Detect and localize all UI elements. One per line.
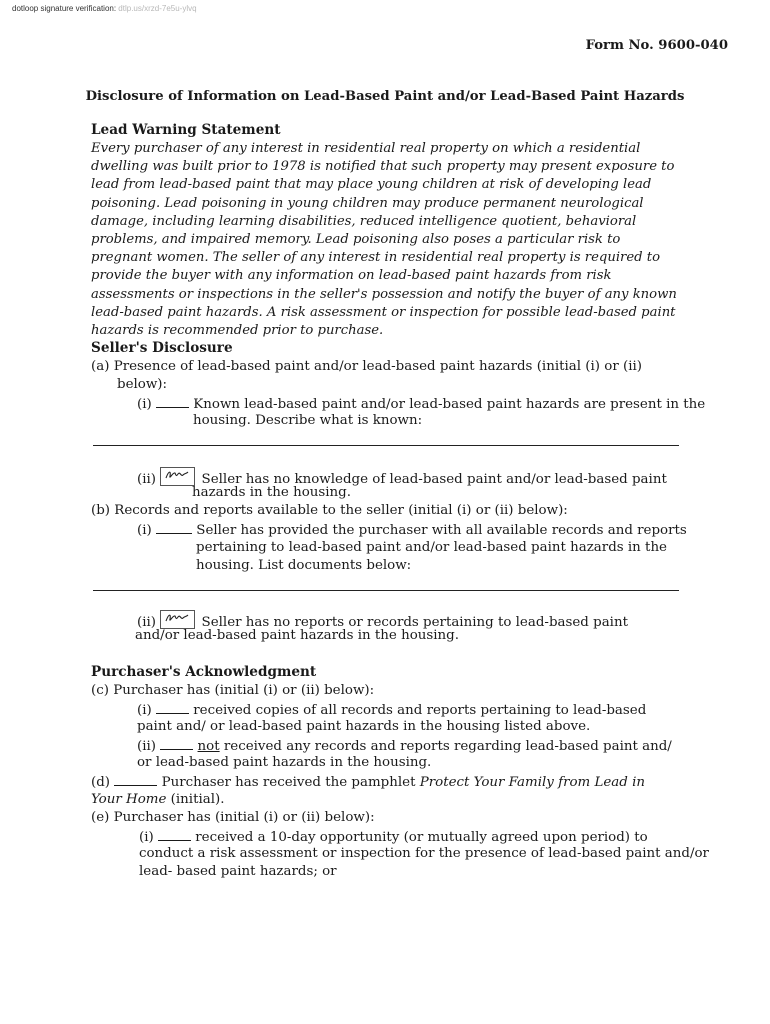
purchaser-e-i-line2: conduct a risk assessment or inspection for the presence of lead-based paint and/or (139, 846, 709, 861)
purchaser-c-ii-initial-blank[interactable] (160, 737, 193, 750)
seller-b-ii (137, 610, 628, 630)
purchaser-c-ii-num: (ii) (137, 739, 157, 754)
verification-label: dotloop signature verification: (12, 4, 117, 13)
purchaser-d-line2 (91, 792, 224, 807)
seller-b-i-initial-blank[interactable] (156, 521, 192, 534)
initials-signature-box (160, 467, 195, 486)
purchaser-d-suffix: (initial). (170, 792, 225, 807)
purchaser-c-i-num: (i) (137, 703, 152, 718)
purchaser-e-i-line1: received a 10-day opportunity (or mutually agreed upon period) to (195, 830, 648, 845)
purchaser-c-ii-line2: or lead-based paint hazards in the housing. (137, 755, 432, 770)
initials-signature-icon (164, 469, 190, 481)
seller-a-i-line1: Known lead-based paint and/or lead-based paint hazards are present in the (193, 397, 706, 412)
purchaser-acknowledgment-heading: Purchaser's Acknowledgment (91, 664, 317, 680)
seller-b-i-num: (i) (137, 523, 152, 538)
seller-b-i (137, 521, 687, 538)
purchaser-c-i (137, 701, 646, 718)
seller-a-i-initial-blank[interactable] (156, 395, 189, 408)
pamphlet-title-part2: Your Home (91, 792, 167, 807)
purchaser-c-ii-not: not (197, 739, 220, 754)
seller-a-ii (137, 467, 667, 487)
seller-a-i (137, 395, 705, 412)
form-number: Form No. 9600-040 (585, 38, 728, 53)
purchaser-c-i-initial-blank[interactable] (156, 701, 189, 714)
purchaser-d (91, 773, 645, 790)
seller-a-i-line2: housing. Describe what is known: (193, 413, 423, 428)
document-title: Disclosure of Information on Lead-Based Paint and/or Lead-Based Paint Hazards (85, 89, 685, 104)
seller-a-i-num: (i) (137, 397, 152, 412)
seller-disclosure-heading: Seller's Disclosure (91, 340, 233, 356)
purchaser-e-i-line3: lead- based paint hazards; or (139, 864, 337, 879)
pamphlet-title-part1: Protect Your Family from Lead in (419, 775, 646, 790)
signature-verification (12, 4, 197, 13)
lead-warning-heading: Lead Warning Statement (91, 122, 281, 138)
seller-a-ii-num: (ii) (137, 472, 157, 487)
purchaser-d-text: Purchaser has received the pamphlet (161, 775, 416, 790)
purchaser-c-line1: (c) Purchaser has (initial (i) or (ii) below): (91, 683, 375, 698)
seller-b-documents-line[interactable] (93, 590, 679, 591)
verification-link[interactable]: dtlp.us/xrzd-7e5u-ylvq (118, 4, 197, 13)
seller-b-i-line3: housing. List documents below: (196, 558, 412, 573)
purchaser-c-ii-line1: received any records and reports regarding lead-based paint and/ (223, 739, 672, 754)
purchaser-e-i (139, 828, 648, 845)
seller-a-describe-line[interactable] (93, 445, 679, 446)
seller-b-ii-line2: and/or lead-based paint hazards in the housing. (135, 628, 459, 643)
seller-a-ii-line2: hazards in the housing. (192, 485, 352, 500)
initials-signature-box (160, 610, 195, 629)
purchaser-c-i-line2: paint and/ or lead-based paint hazards in the housing listed above. (137, 719, 591, 734)
purchaser-c-i-line1: received copies of all records and reports pertaining to lead-based (193, 703, 647, 718)
seller-b-i-line2: pertaining to lead-based paint and/or lead-based paint hazards in the (196, 540, 667, 555)
seller-a-line1: (a) Presence of lead-based paint and/or lead-based paint hazards (initial (i) or (ii) (91, 359, 643, 374)
purchaser-d-initial-blank[interactable] (114, 773, 157, 786)
purchaser-e-i-num: (i) (139, 830, 154, 845)
initials-signature-icon (164, 612, 190, 624)
seller-b-ii-num: (ii) (137, 615, 157, 630)
purchaser-c-ii (137, 737, 672, 754)
seller-a-ii-line1: Seller has no knowledge of lead-based paint and/or lead-based paint (201, 472, 667, 487)
purchaser-e-i-initial-blank[interactable] (158, 828, 191, 841)
seller-b-ii-line1: Seller has no reports or records pertaining to lead-based paint (201, 615, 628, 630)
purchaser-e-line1: (e) Purchaser has (initial (i) or (ii) below): (91, 810, 375, 825)
purchaser-d-num: (d) (91, 775, 111, 790)
seller-a-line2: below): (117, 377, 168, 392)
seller-b-line1: (b) Records and reports available to the seller (initial (i) or (ii) below): (91, 503, 568, 518)
lead-warning-body: Every purchaser of any interest in residential real property on which a residential dwelling was built prior to 1978 is notified that such property may present exposure to lead from lead-based paint that may place young children at risk of developing lead poisoning. Lead poisoning in young children may produce permanent neurological damage, including learning disabilities, reduced intelligence quotient, behavioral problems, and impaired memory. Lead poisoning also poses a particular risk to pregnant women. The seller of any interest in residential real property is required to provide the buyer with any information on lead-based paint hazards from risk assessments or inspections in the seller's possession and notify the buyer of any known lead-based paint hazards. A risk assessment or inspection for possible lead-based paint hazards is recommended prior to purchase. (91, 141, 677, 339)
seller-b-i-line1: Seller has provided the purchaser with all available records and reports (196, 523, 687, 538)
